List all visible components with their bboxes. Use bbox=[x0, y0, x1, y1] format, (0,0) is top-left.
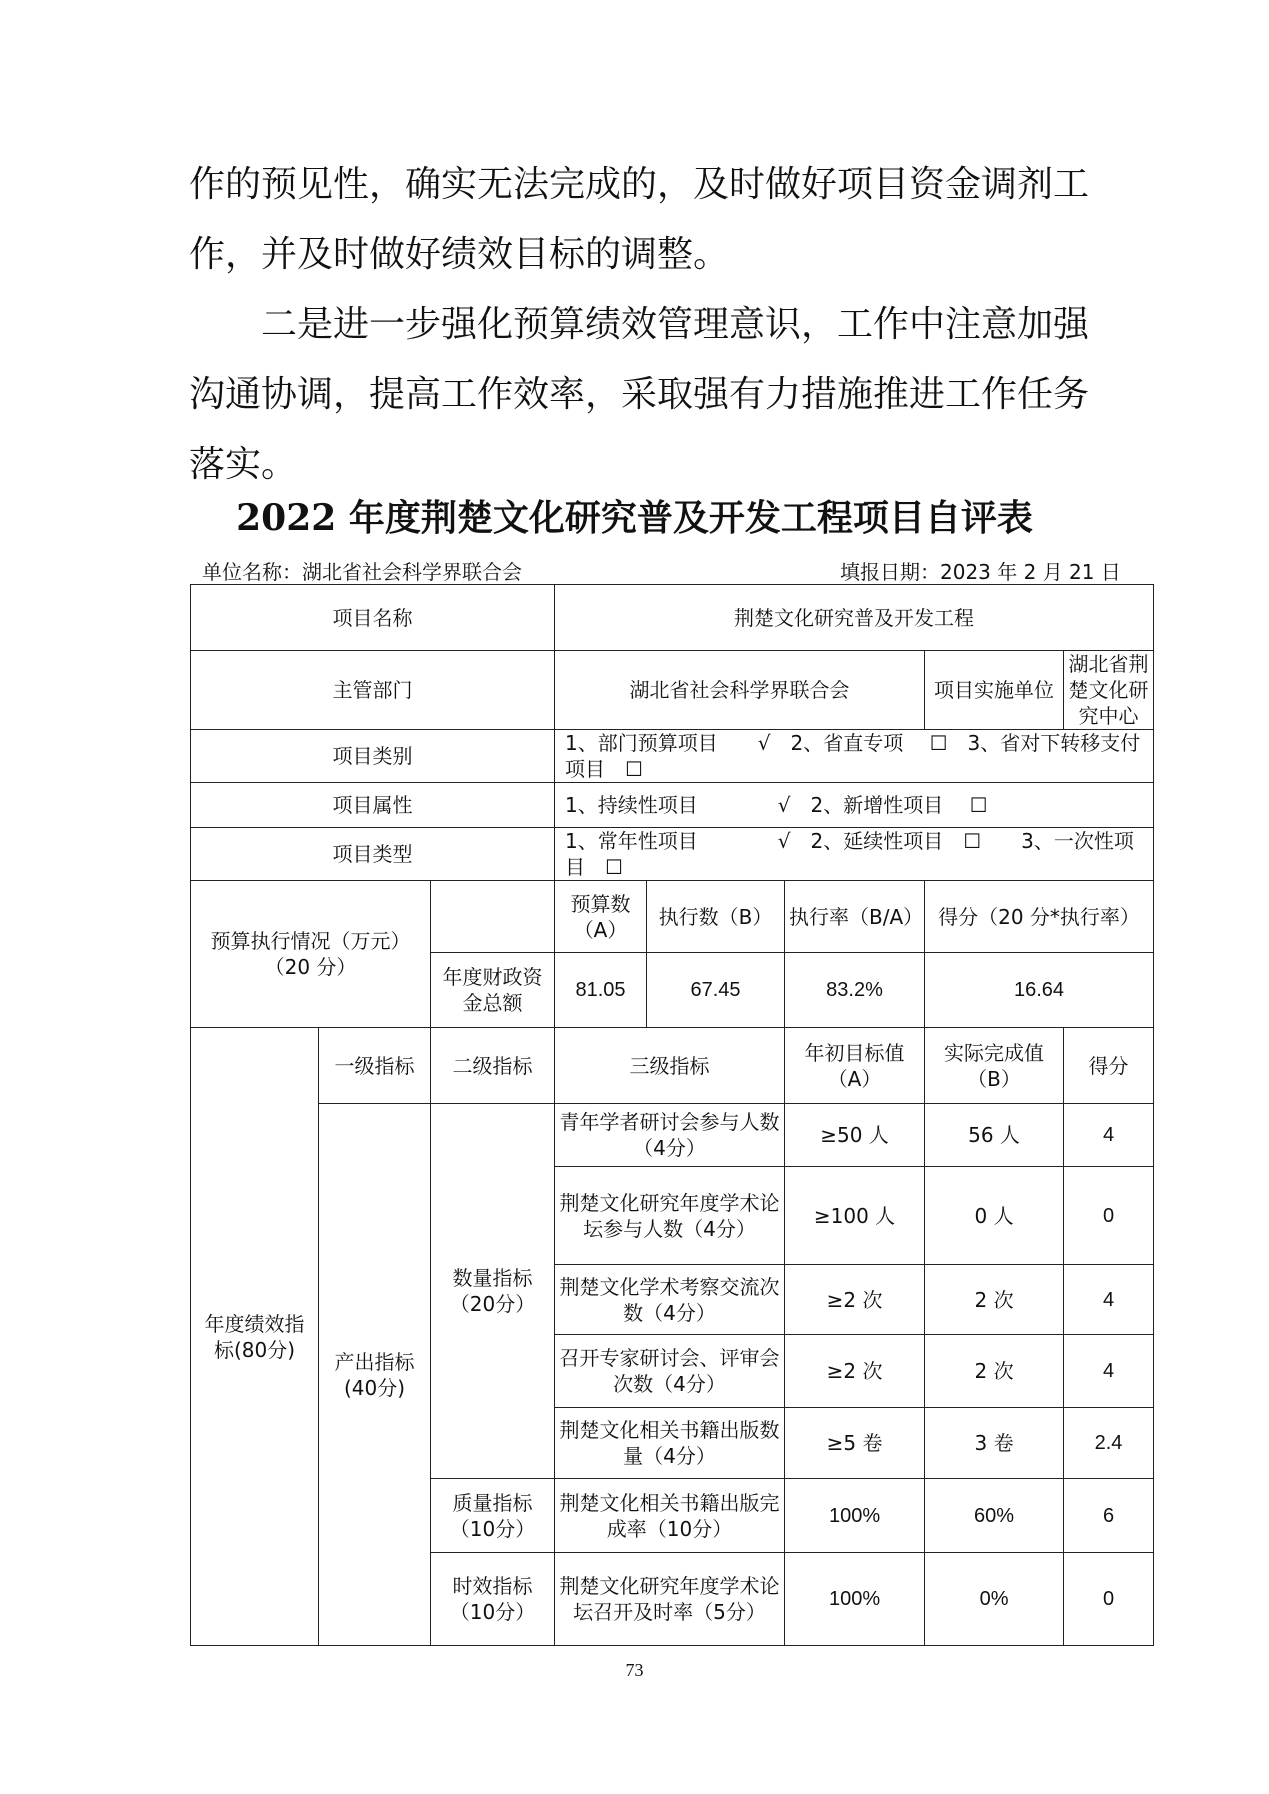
attribute-row bbox=[191, 783, 1154, 828]
output-label: 产出指标(40分) bbox=[319, 1104, 431, 1646]
paragraph-2: 二是进一步强化预算绩效管理意识，工作中注意加强沟通协调，提高工作效率，采取强有力措施推进工作任务落实。 bbox=[189, 304, 1090, 485]
indicator-actual: 2 次 bbox=[925, 1265, 1064, 1335]
indicator-name: 荆楚文化学术考察交流次数（4分） bbox=[555, 1265, 785, 1335]
attribute-label: 项目属性 bbox=[191, 783, 555, 828]
budget-row-label: 年度财政资金总额 bbox=[431, 953, 555, 1028]
budget-header-executed: 执行数（B） bbox=[647, 881, 785, 953]
indicator-name: 青年学者研讨会参与人数（4分） bbox=[555, 1104, 785, 1167]
dept-value: 湖北省社会科学界联合会 bbox=[555, 651, 925, 730]
quality-label: 质量指标（10分） bbox=[431, 1479, 555, 1553]
category-label: 项目类别 bbox=[191, 730, 555, 783]
type-label: 项目类型 bbox=[191, 828, 555, 881]
category-value: 1、部门预算项目 √ 2、省直专项 ☐ 3、省对下转移支付项目 ☐ bbox=[555, 730, 1154, 783]
dept-row bbox=[191, 651, 1154, 730]
indicator-score: 6 bbox=[1064, 1479, 1154, 1553]
budget-label: 预算执行情况（万元）（20 分） bbox=[191, 881, 431, 1028]
indicator-name: 召开专家研讨会、评审会次数（4分） bbox=[555, 1335, 785, 1408]
budget-header-blank bbox=[431, 881, 555, 953]
project-name-row bbox=[191, 585, 1154, 651]
budget-header-budget: 预算数（A） bbox=[555, 881, 647, 953]
type-value: 1、常年性项目 √ 2、延续性项目 ☐ 3、一次性项目 ☐ bbox=[555, 828, 1154, 881]
indicator-score: 0 bbox=[1064, 1167, 1154, 1265]
header-target: 年初目标值（A） bbox=[785, 1028, 925, 1104]
indicator-actual: 2 次 bbox=[925, 1335, 1064, 1408]
header-actual: 实际完成值（B） bbox=[925, 1028, 1064, 1104]
type-row bbox=[191, 828, 1154, 881]
budget-header-score: 得分（20 分*执行率） bbox=[925, 881, 1154, 953]
indicator-actual: 56 人 bbox=[925, 1104, 1064, 1167]
indicator-target: ≥2 次 bbox=[785, 1265, 925, 1335]
indicator-target: ≥100 人 bbox=[785, 1167, 925, 1265]
indicator-actual: 0% bbox=[925, 1553, 1064, 1646]
budget-header-rate: 执行率（B/A） bbox=[785, 881, 925, 953]
indicator-score: 4 bbox=[1064, 1335, 1154, 1408]
project-name-label: 项目名称 bbox=[191, 585, 555, 651]
budget-score-value: 16.64 bbox=[925, 953, 1154, 1028]
header-level1: 一级指标 bbox=[319, 1028, 431, 1104]
indicator-name: 荆楚文化研究年度学术论坛参与人数（4分） bbox=[555, 1167, 785, 1265]
page-number: 73 bbox=[625, 1660, 644, 1680]
rate-value: 83.2% bbox=[785, 953, 925, 1028]
indicator-actual: 0 人 bbox=[925, 1167, 1064, 1265]
indicator-actual: 3 卷 bbox=[925, 1408, 1064, 1479]
page-title: 2022 年度荆楚文化研究普及开发工程项目自评表 bbox=[236, 497, 1033, 539]
indicator-name: 荆楚文化相关书籍出版完成率（10分） bbox=[555, 1479, 785, 1553]
self-evaluation-table bbox=[190, 584, 1154, 1646]
indicator-name: 荆楚文化相关书籍出版数量（4分） bbox=[555, 1408, 785, 1479]
perf-label: 年度绩效指标(80分) bbox=[191, 1028, 319, 1646]
timeliness-label: 时效指标（10分） bbox=[431, 1553, 555, 1646]
attribute-value: 1、持续性项目 √ 2、新增性项目 ☐ bbox=[555, 783, 1154, 828]
header-level3: 三级指标 bbox=[555, 1028, 785, 1104]
dept-label: 主管部门 bbox=[191, 651, 555, 730]
indicator-target: 100% bbox=[785, 1479, 925, 1553]
project-name-value: 荆楚文化研究普及开发工程 bbox=[555, 585, 1154, 651]
indicator-target: ≥50 人 bbox=[785, 1104, 925, 1167]
indicator-target: ≥2 次 bbox=[785, 1335, 925, 1408]
budget-value: 81.05 bbox=[555, 953, 647, 1028]
indicator-target: ≥5 卷 bbox=[785, 1408, 925, 1479]
unit-name: 单位名称：湖北省社会科学界联合会 bbox=[202, 560, 522, 584]
indicator-score: 0 bbox=[1064, 1553, 1154, 1646]
budget-header-row bbox=[191, 881, 1154, 953]
indicator-score: 2.4 bbox=[1064, 1408, 1154, 1479]
executed-value: 67.45 bbox=[647, 953, 785, 1028]
header-score: 得分 bbox=[1064, 1028, 1154, 1104]
quantity-label: 数量指标（20分） bbox=[431, 1104, 555, 1479]
table-row bbox=[191, 1104, 1154, 1167]
indicator-target: 100% bbox=[785, 1553, 925, 1646]
indicator-name: 荆楚文化研究年度学术论坛召开及时率（5分） bbox=[555, 1553, 785, 1646]
fill-date: 填报日期：2023 年 2 月 21 日 bbox=[840, 560, 1121, 584]
header-level2: 二级指标 bbox=[431, 1028, 555, 1104]
indicator-actual: 60% bbox=[925, 1479, 1064, 1553]
indicator-score: 4 bbox=[1064, 1104, 1154, 1167]
impl-label: 项目实施单位 bbox=[925, 651, 1064, 730]
paragraph-1: 作的预见性，确实无法完成的，及时做好项目资金调剂工作，并及时做好绩效目标的调整。 bbox=[189, 164, 1090, 275]
category-row bbox=[191, 730, 1154, 783]
impl-value: 湖北省荆楚文化研究中心 bbox=[1064, 651, 1154, 730]
indicator-score: 4 bbox=[1064, 1265, 1154, 1335]
indicator-header-row bbox=[191, 1028, 1154, 1104]
